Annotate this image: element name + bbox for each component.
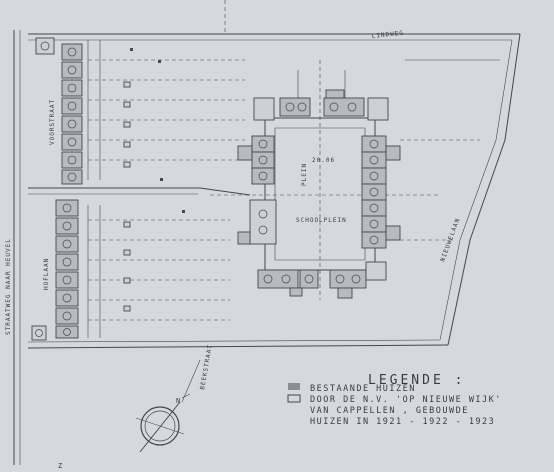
- street-label-southwest: BEEKSTRAAT: [199, 343, 214, 391]
- center-label-b: PLEIN: [301, 162, 308, 186]
- street-label-west: STRAATWEG NAAR HEUVEL: [5, 238, 12, 335]
- legend-line-developer: VAN CAPPELLEN , GEBOUWDE: [310, 406, 469, 416]
- compass-south-label: Z: [58, 462, 63, 470]
- legend-line-existing: BESTAANDE HUIZEN: [310, 384, 416, 394]
- center-number-label: 20.06: [312, 157, 336, 164]
- legend-swatch-new: [288, 395, 300, 402]
- legend: [288, 373, 502, 427]
- legend-title: LEGENDE :: [368, 373, 466, 388]
- house-row-lower-left: [32, 200, 78, 340]
- street-label-east: NIEUWELAAN: [439, 216, 462, 263]
- garden-sheds: [124, 48, 185, 311]
- legend-line-new: DOOR DE N.V. 'OP NIEUWE WIJK': [310, 395, 502, 405]
- compass-north-label: N: [176, 397, 181, 405]
- street-label-row-a: VOORSTRAAT: [49, 98, 56, 145]
- legend-line-years: HUIZEN IN 1921 - 1922 - 1923: [310, 417, 496, 427]
- center-label-a: SCHOOLPLEIN: [296, 217, 347, 224]
- street-label-north: LINDWEG: [371, 29, 405, 40]
- street-label-row-b: HOFLAAN: [43, 257, 50, 290]
- house-ring-center: [238, 90, 400, 298]
- legend-swatch-existing: [288, 383, 300, 390]
- compass: [136, 360, 200, 452]
- house-row-upper-left: [36, 38, 82, 184]
